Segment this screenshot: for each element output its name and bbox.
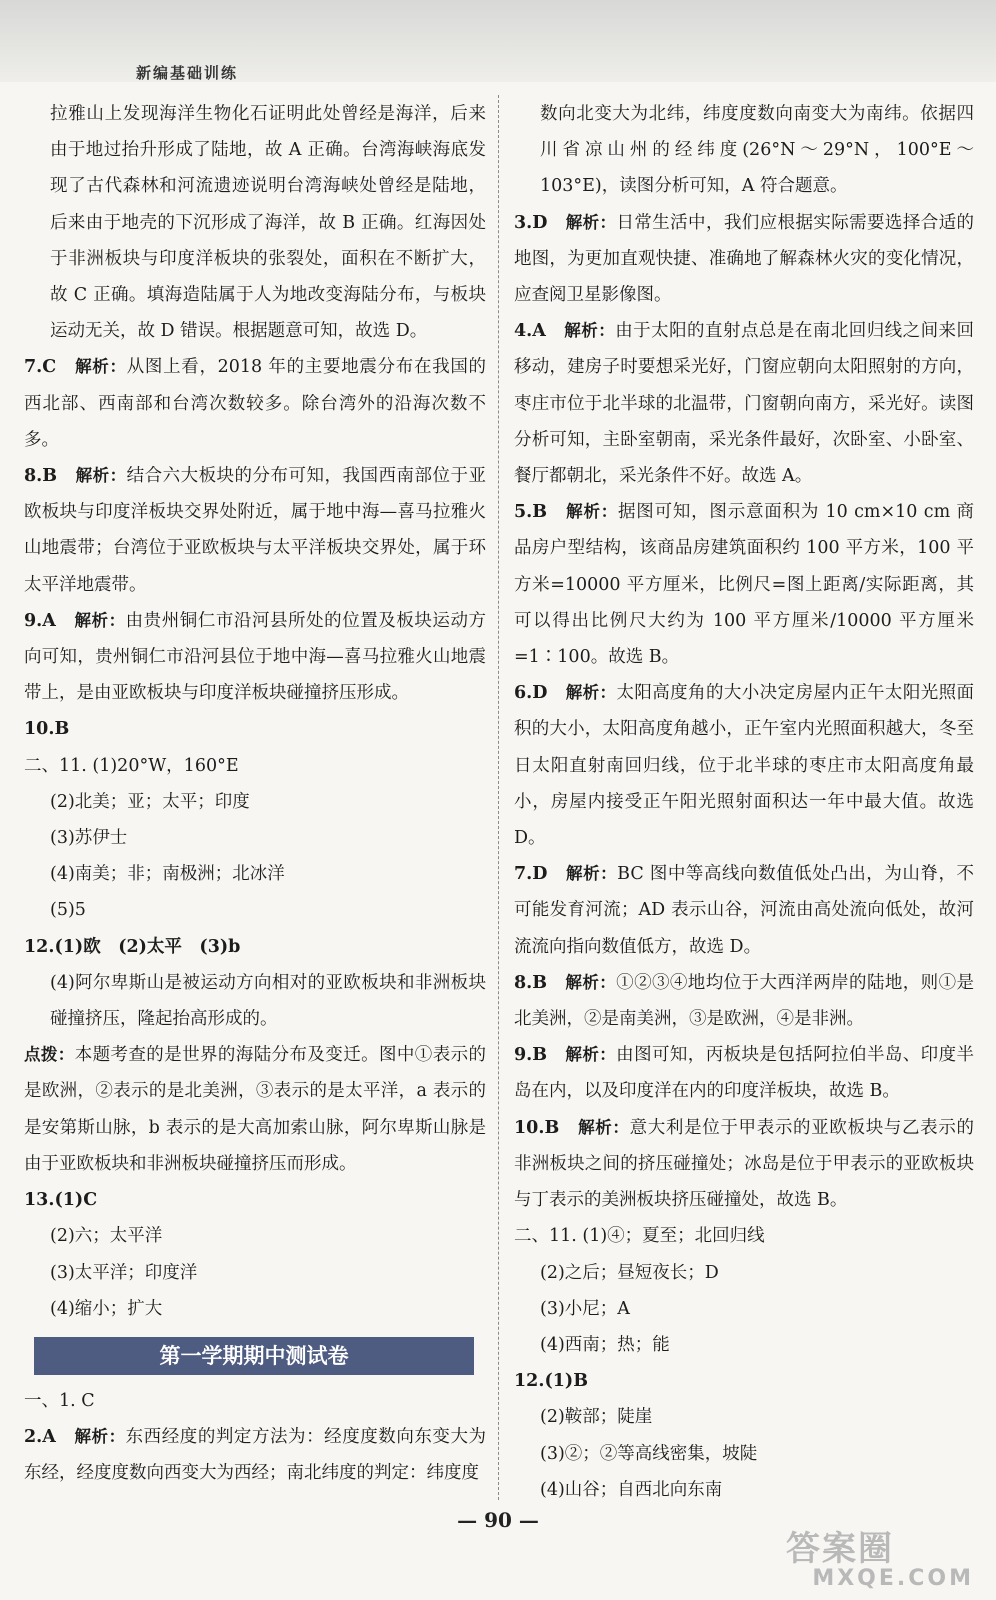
answer-choice: (1)欧 (2)太平 (3)b (54, 936, 241, 957)
answer-text: (5)5 (50, 900, 86, 921)
answer-paragraph (24, 96, 486, 349)
question-number: 3. (514, 212, 533, 233)
analysis-label: 解析： (75, 357, 127, 377)
question-number: 9. (24, 610, 43, 631)
column-divider (498, 95, 500, 1500)
analysis-text: 由贵州铜仁市沿河县所处的位置及板块运动方向可知，贵州铜仁市沿河县位于地中海—喜马拉雅火山地震带上，是由亚欧板块与印度洋板块碰撞挤压形成。 (24, 610, 487, 704)
analysis-label: 解析： (578, 1117, 630, 1137)
answer-choice: B (532, 972, 548, 993)
question-number: 2. (24, 1427, 43, 1448)
answer-choice: (1)B (544, 1371, 588, 1392)
answer-choice: B (42, 466, 58, 487)
answer-paragraph (24, 1182, 486, 1218)
answer-text: (4)山谷；自西北向东南 (540, 1479, 723, 1500)
answer-paragraph (514, 96, 974, 205)
answer-choice: A (532, 321, 546, 342)
question-number: 12. (514, 1371, 545, 1392)
answer-choice: B (54, 719, 70, 740)
answer-choice: (1)C (54, 1190, 98, 1211)
answer-paragraph (514, 313, 974, 494)
answer-paragraph (24, 711, 486, 747)
answer-text: (2)北美；亚；太平；印度 (50, 791, 250, 812)
question-number: 12. (24, 936, 55, 957)
answer-text: 二、11. (1)20°W，160°E (24, 755, 239, 776)
answer-paragraph (24, 1037, 486, 1182)
tip-label: 点拨： (24, 1045, 75, 1065)
answer-paragraph (514, 1291, 974, 1327)
question-number: 13. (24, 1190, 55, 1211)
analysis-text: 意大利是位于甲表示的亚欧板块与乙表示的非洲板块之间的挤压碰撞处；冰岛是位于甲表示的亚欧板块与丁表示的美洲板块挤压碰撞处，故选 B。 (514, 1117, 975, 1211)
section-title: 第一学期期中测试卷 (34, 1337, 474, 1375)
watermark-cn: 答案圈 (786, 1529, 894, 1569)
analysis-text: 东西经度的判定方法为：经度度数向东变大为东经，经度度数向西变大为西经；南北纬度的判定：纬度度 (24, 1427, 487, 1484)
answer-paragraph (24, 1383, 486, 1419)
answer-choice: D (532, 212, 548, 233)
answer-paragraph (514, 1436, 974, 1472)
answer-choice: B (532, 502, 548, 523)
answer-text: (4)阿尔卑斯山是被运动方向相对的亚欧板块和非洲板块碰撞挤压，隆起抬高形成的。 (50, 972, 486, 1030)
question-number: 9. (514, 1045, 533, 1066)
question-number: 8. (24, 466, 43, 487)
answer-text: 二、11. (1)④；夏至；北回归线 (514, 1226, 765, 1247)
answer-paragraph (24, 748, 486, 784)
analysis-text: 太阳高度角的大小决定房屋内正午太阳光照面积的大小，太阳高度角越小，正午室内光照面积越大，冬至日太阳直射南回归线，位于北半球的枣庄市太阳高度角最小，房屋内接受正午阳光照射面积达一年中最大值。故选 D。 (514, 683, 975, 849)
watermark-logo (786, 1530, 982, 1590)
answer-text: (3)太平洋；印度洋 (50, 1262, 198, 1283)
left-column (24, 96, 486, 1492)
answer-paragraph (24, 1291, 486, 1327)
answer-paragraph (24, 820, 486, 856)
book-title: 新编基础训练 (136, 64, 239, 82)
answer-text: (2)之后；昼短夜长；D (540, 1262, 719, 1283)
answer-paragraph (24, 349, 486, 458)
question-number: 7. (514, 864, 533, 885)
answer-paragraph (24, 1419, 486, 1491)
analysis-text: 由于太阳的直射点总是在南北回归线之间来回移动，建房子时要想采光好，门窗应朝向太阳照射的方向，枣庄市位于北半球的北温带，门窗朝向南方，采光好。读图分析可知，主卧室朝南，采光条件最好，次卧室、小卧室、餐厅都朝北，采光条件不好。故选 A。 (514, 321, 975, 487)
answer-text: (4)西南；热；能 (540, 1334, 670, 1355)
tip-text: 本题考查的是世界的海陆分布及变迁。图中①表示的是欧洲，②表示的是北美洲，③表示的是太平洋，a 表示的是安第斯山脉，b 表示的是大高加索山脉，阿尔卑斯山脉是由于亚欧板块和非洲板块碰撞挤压而形成。 (24, 1045, 487, 1174)
answer-choice: B (544, 1117, 560, 1138)
answer-choice: B (532, 1045, 548, 1066)
analysis-label: 解析： (74, 1427, 126, 1447)
answer-paragraph (514, 1472, 974, 1508)
question-number: 10. (24, 719, 55, 740)
answer-paragraph (514, 965, 974, 1037)
question-number: 6. (514, 683, 533, 704)
analysis-label: 解析： (566, 502, 619, 522)
answer-paragraph (24, 784, 486, 820)
answer-paragraph (24, 965, 486, 1037)
answer-paragraph (514, 205, 974, 314)
answer-paragraph (24, 1255, 486, 1291)
analysis-label: 解析： (75, 466, 127, 486)
answer-paragraph (514, 1255, 974, 1291)
answer-paragraph (514, 1327, 974, 1363)
answer-choice: D (532, 683, 548, 704)
answer-paragraph (514, 1363, 974, 1399)
answer-text: (3)小尼；A (540, 1298, 630, 1319)
analysis-label: 解析： (565, 683, 617, 703)
answer-paragraph (24, 603, 486, 712)
analysis-text: 由图可知，丙板块是包括阿拉伯半岛、印度半岛在内，以及印度洋在内的印度洋板块，故选 B。 (514, 1045, 975, 1102)
analysis-text: 据图可知，图示意面积为 10 cm×10 cm 商品房户型结构，该商品房建筑面积约 100 平方米，100 平方米=10000 平方厘米，比例尺=图上距离/实际距离，其可以得出比例尺大约为 100 平方厘米/10000 平方厘米=1∶100。故选 B。 (514, 502, 975, 668)
analysis-text: ①②③④地均位于大西洋两岸的陆地，则①是北美洲，②是南美洲，③是欧洲，④是非洲。 (514, 972, 975, 1030)
answer-choice: A (42, 610, 56, 631)
analysis-label: 解析： (565, 1045, 617, 1065)
answer-text: 一、1. C (24, 1390, 95, 1411)
analysis-text: 结合六大板块的分布可知，我国西南部位于亚欧板块与印度洋板块交界处附近，属于地中海—喜马拉雅火山地震带；台湾位于亚欧板块与太平洋板块交界处，属于环太平洋地震带。 (24, 466, 487, 595)
answer-paragraph (514, 1037, 974, 1109)
answer-text: (3)②；②等高线密集，坡陡 (540, 1443, 758, 1464)
answer-paragraph (24, 929, 486, 965)
analysis-label: 解析： (565, 212, 617, 232)
answer-text: (4)南美；非；南极洲；北冰洋 (50, 864, 285, 885)
right-column (514, 96, 974, 1508)
answer-paragraph (24, 856, 486, 892)
answer-choice: D (532, 864, 548, 885)
answer-paragraph (514, 1218, 974, 1254)
answer-text: (3)苏伊士 (50, 828, 128, 849)
question-number: 7. (24, 357, 43, 378)
answer-paragraph (514, 1110, 974, 1219)
analysis-label: 解析： (74, 610, 126, 630)
answer-text: (2)鞍部；陡崖 (540, 1407, 653, 1428)
analysis-label: 解析： (564, 321, 616, 341)
answer-paragraph (24, 892, 486, 928)
question-number: 4. (514, 321, 533, 342)
answer-paragraph (24, 458, 486, 603)
question-number: 10. (514, 1117, 545, 1138)
answer-text: (2)六；太平洋 (50, 1226, 163, 1247)
answer-paragraph (514, 1399, 974, 1435)
answer-paragraph (24, 1218, 486, 1254)
answer-text: 拉雅山上发现海洋生物化石证明此处曾经是海洋，后来由于地过抬升形成了陆地，故 A 正确。台湾海峡海底发现了古代森林和河流遗迹说明台湾海峡处曾经是陆地，后来由于地壳的下沉形成了海洋，故 B 正确。红海因处于非洲板块与印度洋板块的张裂处，面积在不断扩大，故 C 正确。填海造陆属于人为地改变海陆分布，与板块运动无关，故 D 错误。根据题意可知，故选 D。 (50, 104, 486, 342)
answer-choice: A (42, 1427, 56, 1448)
answer-text: (4)缩小；扩大 (50, 1298, 163, 1319)
answer-paragraph (514, 675, 974, 856)
answer-choice: C (42, 357, 57, 378)
page-number: — 90 — (457, 1508, 539, 1532)
watermark-en: MXQE.COM (812, 1566, 974, 1591)
analysis-text: BC 图中等高线向数值低处凸出，为山脊，不可能发育河流；AD 表示山谷，河流由高处流向低处，故河流流向指向数值低方，故选 D。 (514, 864, 975, 957)
analysis-label: 解析： (566, 864, 618, 884)
analysis-text: 日常生活中，我们应根据实际需要选择合适的地图，为更加直观快捷、准确地了解森林火灾的变化情况，应查阅卫星影像图。 (514, 212, 975, 306)
analysis-text: 从图上看，2018 年的主要地震分布在我国的西北部、西南部和台湾次数较多。除台湾外的沿海次数不多。 (24, 357, 487, 450)
answer-paragraph (514, 856, 974, 965)
question-number: 5. (514, 502, 533, 523)
answer-paragraph (514, 494, 974, 675)
analysis-label: 解析： (565, 972, 617, 992)
answer-text: 数向北变大为北纬，纬度度数向南变大为南纬。依据四川省凉山州的经纬度(26°N～29°N，100°E～103°E)，读图分析可知，A 符合题意。 (540, 104, 974, 197)
question-number: 8. (514, 972, 533, 993)
